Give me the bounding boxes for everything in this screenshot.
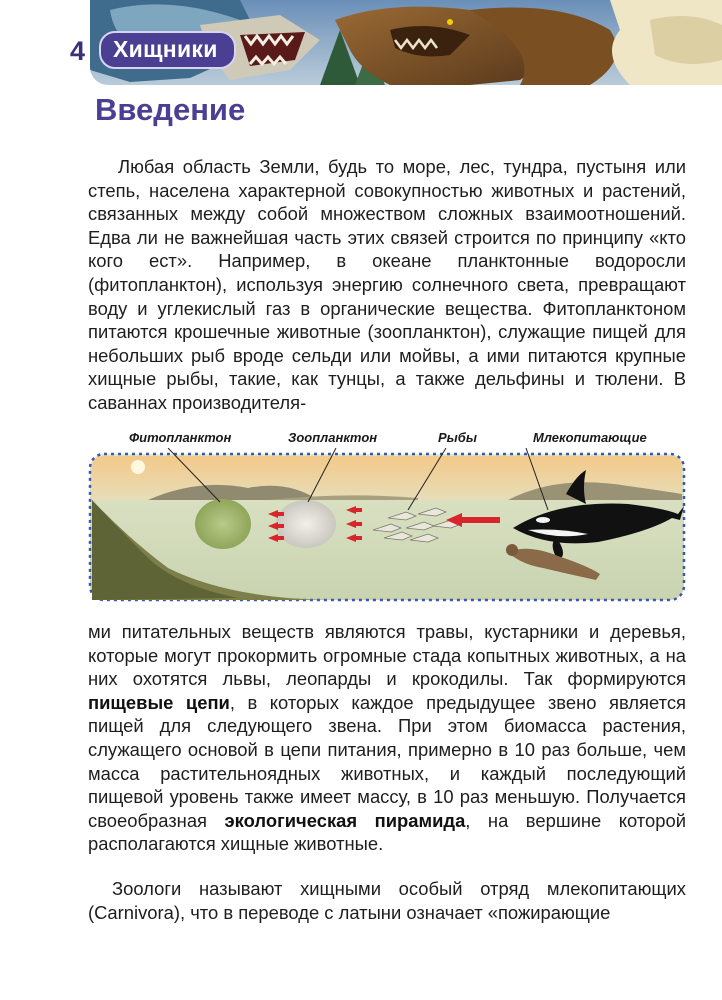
- term-food-chains: пищевые цепи: [88, 691, 230, 713]
- intro-paragraph-3: Зоологи называют хищными особый отряд млекопитающих (Carnivora), что в переводе с латыни означает «пожирающие: [88, 878, 686, 923]
- term-ecological-pyramid: экологическая пирамида: [224, 809, 466, 831]
- intro-paragraph-2: [88, 620, 686, 856]
- label-zooplankton: Зоопланктон: [288, 430, 378, 445]
- label-fish: Рыбы: [438, 430, 477, 445]
- intro-paragraph-1: Любая область Земли, будь то море, лес, тундра, пустыня или степь, населена характерной совокупностью животных и растений, связанных между собой множеством сложных взаимоотношений. Едва ли не важнейшая часть этих связей строится по принципу «кто кого ест». Например, в океане планктонные водоросли (фитопланктон), используя энергию солнечного света, превращают воду и углекислый газ в органические вещества. Фитопланктоном питаются крошечные животные (зоопланктон), служащие пищей для небольших рыб вроде сельди или мойвы, а ими питаются крупные хищные рыбы, такие, как тунцы, а также дельфины и тюлени. В саваннах производителя-: [88, 156, 686, 413]
- label-mammals: Млекопитающие: [533, 430, 647, 445]
- food-chain-illustration: [88, 448, 686, 606]
- page-title: Введение: [95, 92, 246, 127]
- page-number: 4: [70, 36, 86, 66]
- p2-text-2: , в которых каждое предыдущее звено является пищей для следующего звена. При этом биомасса растения, служащего основой в цепи питания, примерно в 10 раз больше, чем масса растительноядных животных, и каждый последующий пищевой уровень также имеет массу, в 10 раз меньшую. Получается своеобразная: [88, 691, 686, 831]
- p2-text-3: , на вершине которой располагаются хищные животные.: [88, 809, 686, 855]
- label-phytoplankton: Фитопланктон: [129, 430, 232, 445]
- p2-text-1: ми питательных веществ являются травы, кустарники и деревья, которые могут прокормить огромные стада копытных животных, а на них охотятся львы, леопарды и крокодилы. Так формируются: [88, 621, 686, 690]
- section-tag: Хищники: [99, 31, 236, 69]
